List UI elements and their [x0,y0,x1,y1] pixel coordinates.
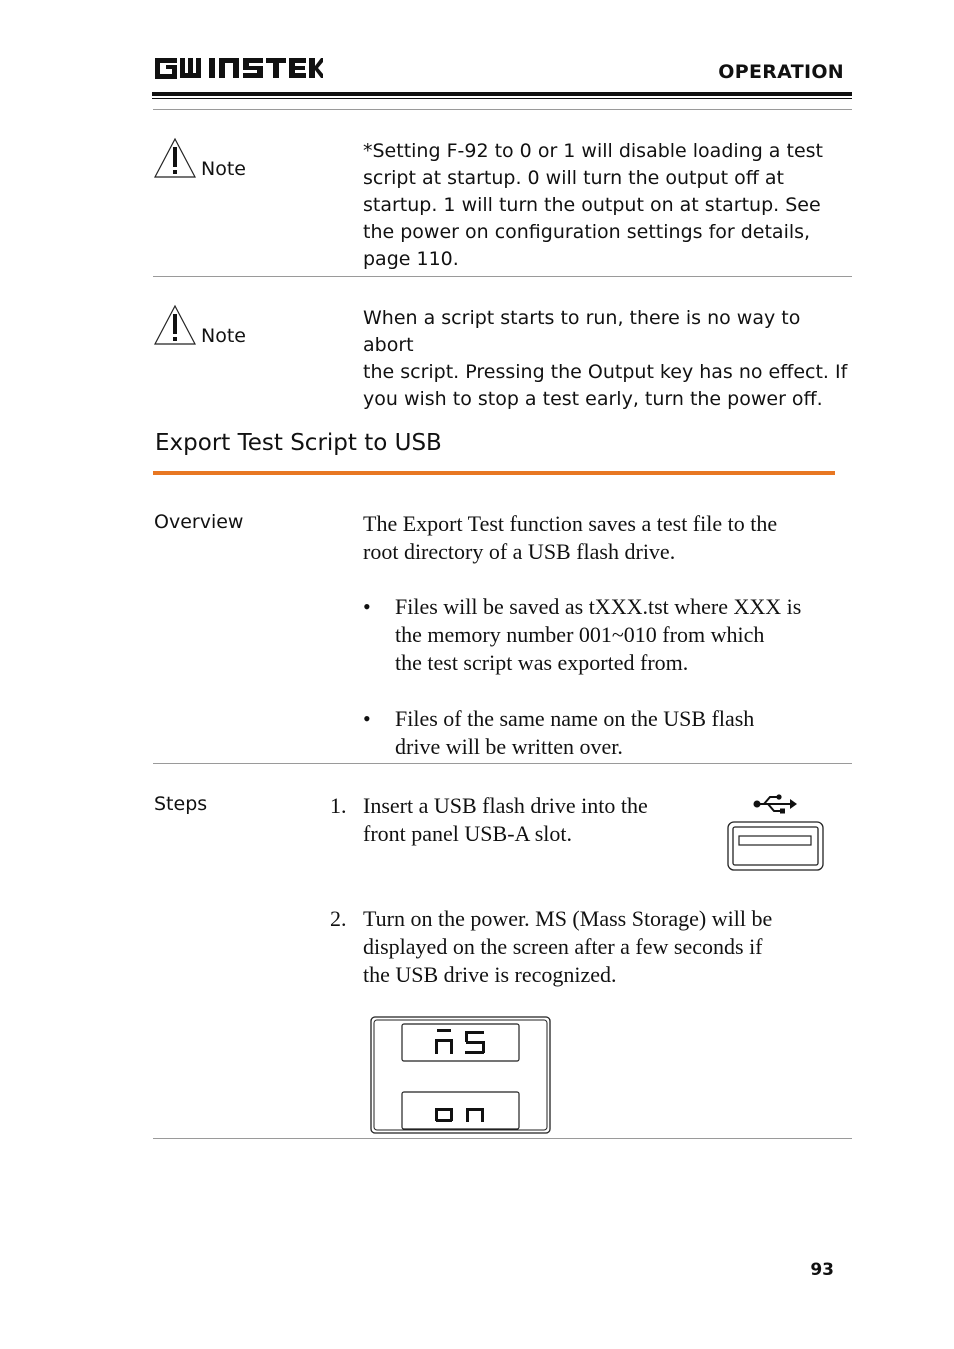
divider [153,109,852,110]
overview-line: root directory of a USB flash drive. [363,539,676,564]
bullet-dot: • [363,706,371,731]
note-line: the power on configuration settings for details, [363,221,811,243]
step-number: 2. [330,906,347,931]
bullet-line: the test script was exported from. [395,650,689,675]
step-line: Turn on the power. MS (Mass Storage) will be [363,906,773,931]
divider [153,1138,852,1139]
step-line: the USB drive is recognized. [363,962,617,987]
gw-instek-logo [153,54,323,87]
note-text [363,305,853,413]
divider [153,276,852,277]
note-line: When a script starts to run, there is no way to abort [363,307,801,356]
note-line: page 110. [363,248,459,270]
bullet-line: Files will be saved as tXXX.tst where XXX is [395,594,802,619]
note-text [363,138,853,273]
usb-icon [752,793,798,820]
note-line: *Setting F-92 to 0 or 1 will disable loading a test [363,140,823,162]
bullet-dot: • [363,594,371,619]
bullet-line: the memory number 001~010 from which [395,622,765,647]
bullet-line: Files of the same name on the USB flash [395,706,755,731]
warning-icon [153,137,197,184]
note-label: Note [201,158,246,180]
lcd-display-figure [370,1016,552,1141]
step-line: front panel USB-A slot. [363,821,572,846]
bullet-item [395,593,855,677]
usb-port-figure [727,821,825,877]
overview-line: The Export Test function saves a test file to the [363,511,778,536]
step-line: displayed on the screen after a few seconds if [363,934,763,959]
header-rule-thin [152,98,852,99]
divider [153,763,852,764]
step-line: Insert a USB flash drive into the [363,793,648,818]
bullet-line: drive will be written over. [395,734,623,759]
overview-text [363,510,853,566]
section-header-label: OPERATION [718,61,844,83]
note-line: you wish to stop a test early, turn the power off. [363,388,823,410]
note-line: startup. 1 will turn the output on at startup. See [363,194,821,216]
note-line: script at startup. 0 will turn the output off at [363,167,784,189]
note-line: the script. Pressing the Output key has no effect. If [363,361,848,383]
section-title: Export Test Script to USB [155,430,442,456]
step-text [363,905,853,989]
page-number: 93 [810,1260,834,1280]
section-title-underline [153,471,835,475]
warning-icon [153,304,197,351]
step-number: 1. [330,793,347,818]
note-label: Note [201,325,246,347]
steps-label: Steps [154,793,208,815]
header-rule-thick [152,92,852,96]
bullet-item [395,705,855,761]
overview-label: Overview [154,511,244,533]
step-text [363,792,703,848]
